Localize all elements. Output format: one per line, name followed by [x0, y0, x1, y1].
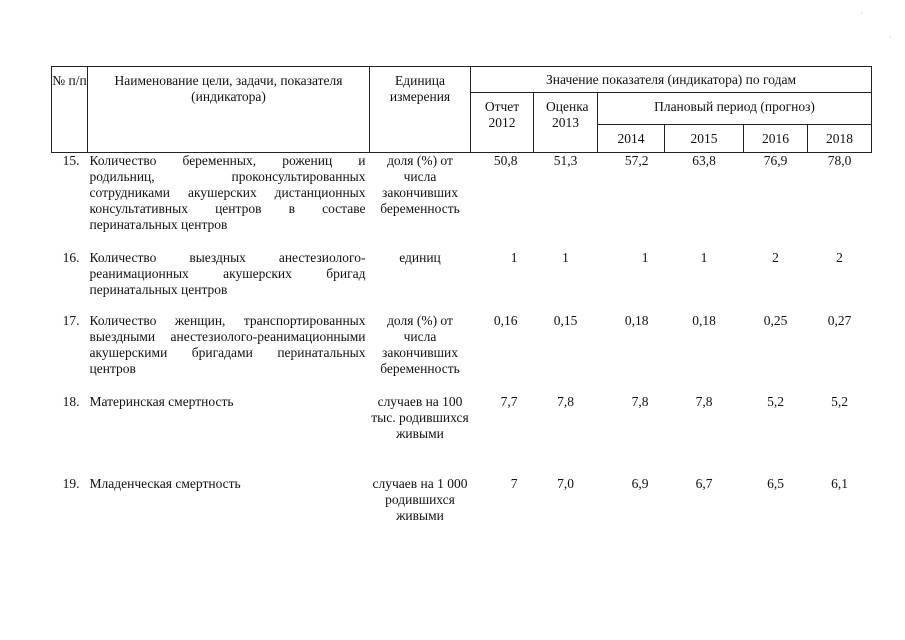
value-2018: 0,27: [827, 312, 852, 328]
table-row: [52, 313, 872, 394]
row-unit: доля (%) от числа закончивших беременность: [380, 153, 460, 216]
row-name: Материнская смертность: [89, 393, 234, 409]
value-2013: 7,0: [557, 475, 574, 491]
value-2012: 50,8: [493, 153, 518, 168]
table-body: [52, 153, 872, 552]
value-2016: 76,9: [763, 153, 788, 168]
header-year-2015: 2015: [665, 125, 744, 153]
header-values-group: Значение показателя (индикатора) по годам: [471, 67, 872, 93]
value-2016: 6,5: [767, 475, 784, 491]
header-year-2016: 2016: [744, 125, 808, 153]
row-name: Количество беременных, рожениц и родильниц, проконсультированных сотрудниками акушерских дистанционных консультативных центров в составе перинатальных центров: [89, 153, 366, 232]
value-2018: 5,2: [831, 393, 848, 409]
value-2014: 1: [641, 249, 649, 265]
table-row: [52, 476, 872, 552]
value-2018: 2: [836, 249, 843, 265]
indicator-table: [51, 66, 872, 552]
table-header: [52, 67, 872, 153]
value-2015: 1: [700, 249, 708, 265]
header-unit: Единица измерения: [370, 67, 471, 153]
value-2016: 5,2: [767, 393, 784, 409]
value-2014: 0,18: [624, 312, 649, 328]
value-2013: 0,15: [553, 312, 578, 328]
row-num: 15.: [62, 153, 80, 168]
value-2015: 6,7: [695, 475, 713, 491]
value-2016: 0,25: [763, 312, 788, 328]
value-2012: 0,16: [493, 312, 518, 328]
value-2018: 78,0: [827, 153, 852, 168]
scan-mark: ·: [889, 32, 892, 42]
header-name: Наименование цели, задачи, показателя (индикатора): [88, 67, 370, 153]
scan-mark: ·: [860, 8, 863, 18]
value-2014: 57,2: [624, 153, 649, 168]
value-2012: 7,7: [500, 393, 518, 409]
row-num: 16.: [62, 249, 80, 265]
header-plan-period: Плановый период (прогноз): [598, 93, 872, 125]
header-report-2012: Отчет 2012: [471, 93, 534, 153]
value-2014: 6,9: [631, 475, 649, 491]
value-2013: 7,8: [557, 393, 574, 409]
row-unit: единиц: [399, 249, 441, 265]
row-num: 18.: [62, 393, 80, 409]
row-num: 17.: [62, 312, 80, 328]
row-name: Количество выездных анестезиолого-реанимационных акушерских бригад перинатальных центров: [89, 249, 366, 297]
row-unit: случаев на 1 000 родившихся живыми: [372, 475, 468, 523]
row-unit: случаев на 100 тыс. родившихся живыми: [371, 393, 469, 441]
table-row: [52, 250, 872, 313]
value-2016: 2: [772, 249, 779, 265]
value-2018: 6,1: [831, 475, 848, 491]
header-year-2014: 2014: [598, 125, 665, 153]
row-num: 19.: [62, 475, 80, 491]
table-row: [52, 394, 872, 476]
value-2013: 1: [562, 249, 569, 265]
value-2015: 7,8: [695, 393, 713, 409]
header-num: № п/п: [52, 67, 88, 153]
row-name: Младенческая смертность: [89, 475, 241, 491]
row-unit: доля (%) от числа закончивших беременность: [380, 312, 460, 376]
value-2013: 51,3: [553, 153, 578, 168]
value-2012: 1: [510, 249, 518, 265]
table-row: [52, 153, 872, 250]
value-2015: 63,8: [692, 153, 716, 168]
value-2014: 7,8: [631, 393, 649, 409]
header-estimate-2013: Оценка 2013: [534, 93, 598, 153]
value-2012: 7: [510, 475, 518, 491]
row-name: Количество женщин, транспортированных выездными анестезиолого-реанимационными акушерскими бригадами перинатальных центров: [89, 312, 366, 376]
value-2015: 0,18: [692, 312, 716, 328]
header-year-2018: 2018: [808, 125, 872, 153]
